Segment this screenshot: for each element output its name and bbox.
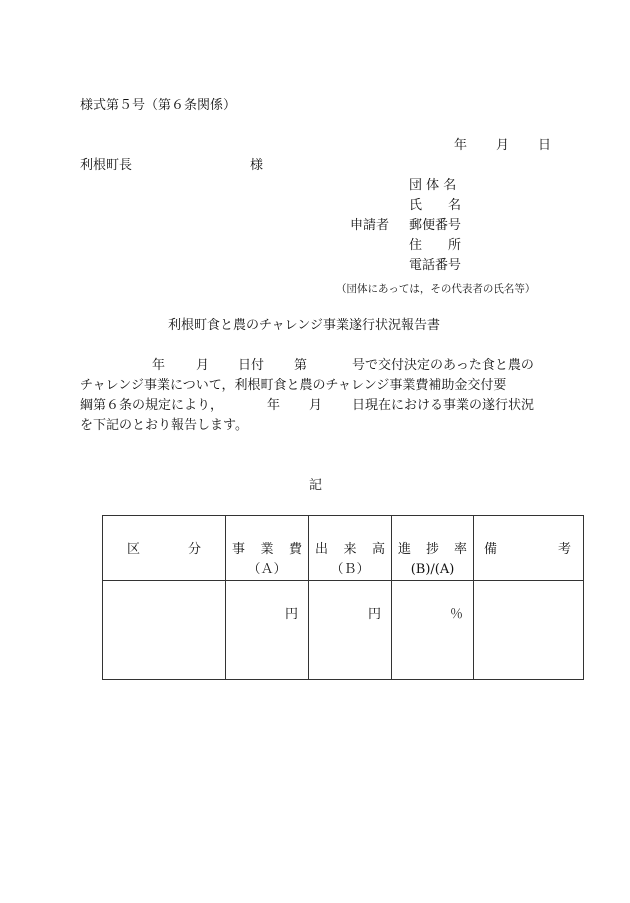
applicant-note: （団体にあっては，その代表者の氏名等） [336,283,536,295]
date-month: 月 [496,138,510,153]
cell-progress-rate[interactable] [392,581,474,680]
date-day: 日 [538,138,552,153]
date-year: 年 [454,138,468,153]
header-output-char-2: 来 [343,542,357,557]
header-project-cost-char-1: 事 [232,542,246,557]
unit-yen-cost: 円 [284,607,298,622]
body-line1-rest: 号で交付決定のあった食と農の [352,358,534,373]
header-project-cost-char-2: 業 [260,542,274,557]
applicant-phone: 電話番号 [409,258,462,273]
cell-project-cost[interactable] [226,581,309,680]
body-line4: を下記のとおり報告します。 [80,418,248,433]
form-number: 様式第５号（第６条関係） [80,98,237,113]
addressee-honorific: 様 [250,158,264,173]
body-line3-rest: 日現在における事業の遂行状況 [352,398,535,413]
header-output [309,516,392,581]
header-progress-char-2: 捗 [425,542,439,557]
body-line3-start: 綱第６条の規定により， [80,398,224,413]
applicant-group-name: 団 体 名 [409,178,457,193]
report-table [102,515,584,680]
applicant-name: 氏 名 [409,198,462,213]
body-year-1: 年 [152,358,166,373]
header-category-char-2: 分 [187,542,201,557]
ki-marker: 記 [309,478,323,493]
table-header-row [103,516,584,581]
header-category-char-1: 区 [127,542,141,557]
header-output-sub: （Ｂ） [330,562,370,577]
applicant-address: 住 所 [409,238,462,253]
document-title: 利根町食と農のチャレンジ事業遂行状況報告書 [168,318,440,333]
header-remarks [474,516,584,581]
applicant-postal: 郵便番号 [409,218,462,233]
header-category [103,516,226,581]
unit-yen-output: 円 [367,607,381,622]
body-month-1: 月 [196,358,210,373]
cell-remarks[interactable] [474,581,584,680]
body-month-2: 月 [309,398,323,413]
body-line2: チャレンジ事業について，利根町食と農のチャレンジ事業費補助金交付要 [80,378,507,393]
cell-output[interactable] [309,581,392,680]
header-output-char-1: 出 [315,542,329,557]
header-progress-rate [392,516,474,581]
header-project-cost-sub: （Ａ） [247,562,287,577]
addressee-name: 利根町長 [80,158,133,173]
header-project-cost-char-3: 費 [288,542,302,557]
header-remarks-char-1: 備 [484,542,498,557]
header-remarks-char-2: 考 [557,542,571,557]
body-number-prefix: 第 [294,358,308,373]
unit-percent: ％ [449,607,463,622]
header-project-cost [226,516,309,581]
body-day-1: 日付 [238,358,265,373]
header-progress-char-3: 率 [453,542,467,557]
body-year-2: 年 [267,398,281,413]
header-output-char-3: 高 [371,542,385,557]
applicant-label: 申請者 [350,218,390,233]
cell-category[interactable] [103,581,226,680]
header-progress-char-1: 進 [398,542,412,557]
table-row [103,581,584,680]
header-progress-sub: (B)/(A) [410,562,455,577]
